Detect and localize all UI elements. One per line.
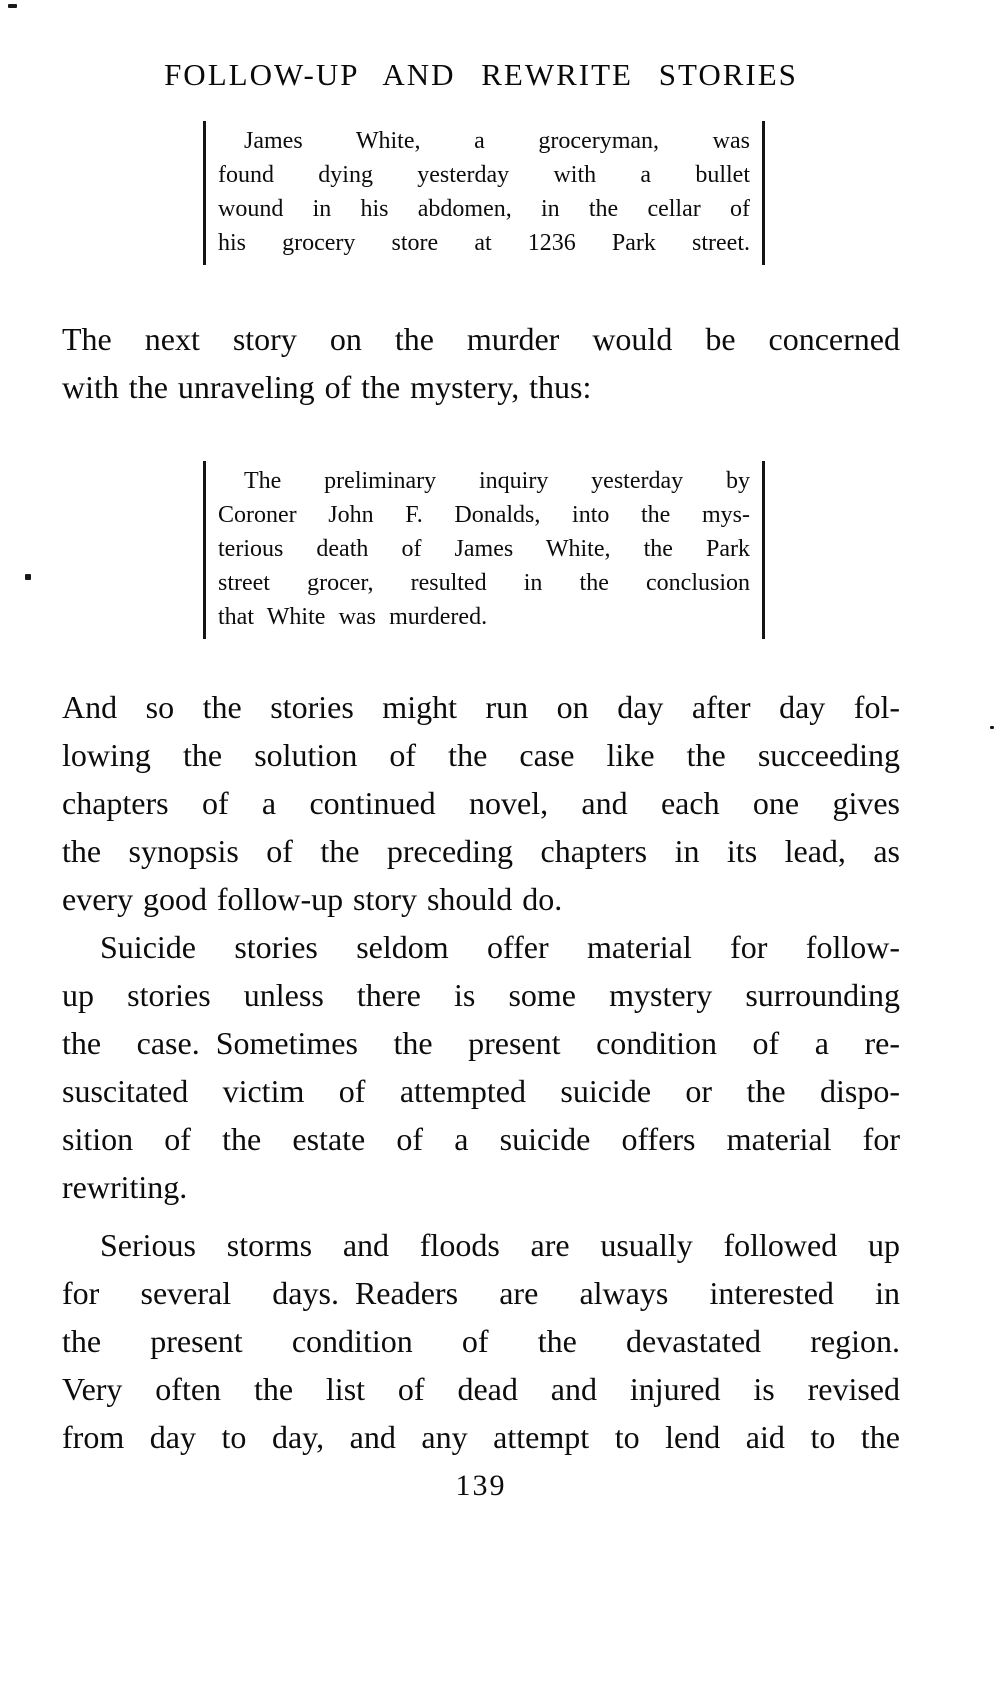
scan-speck bbox=[990, 726, 994, 729]
blockquote-murder-story bbox=[203, 121, 765, 265]
text-line: with the unraveling of the mystery, thus: bbox=[62, 369, 592, 405]
text-line: The next story on the murder would be concerned bbox=[62, 321, 900, 357]
paragraph-stories-run-on bbox=[62, 683, 900, 923]
text-line: the synopsis of the preceding chapters in its lead, as bbox=[62, 833, 900, 869]
paragraph-suicide-stories bbox=[62, 923, 900, 1211]
text-line: the present condition of the devastated region. bbox=[62, 1323, 900, 1359]
running-head: FOLLOW-UP AND REWRITE STORIES bbox=[164, 57, 798, 92]
text-line: And so the stories might run on day after day fol- bbox=[62, 689, 900, 725]
page-content bbox=[62, 57, 900, 1503]
text-line: James White, a groceryman, was bbox=[244, 128, 750, 154]
text-line: Suicide stories seldom offer material for follow- bbox=[100, 929, 900, 965]
text-line: every good follow-up story should do. bbox=[62, 881, 563, 917]
paragraph-next-story bbox=[62, 315, 900, 411]
text-line: chapters of a continued novel, and each one gives bbox=[62, 785, 900, 821]
text-line: found dying yesterday with a bullet bbox=[218, 162, 750, 188]
text-line: his grocery store at 1236 Park street. bbox=[218, 230, 750, 256]
text-line: sition of the estate of a suicide offers material for bbox=[62, 1121, 900, 1157]
paragraph-storms-floods bbox=[62, 1221, 900, 1461]
text-line: from day to day, and any attempt to lend aid to the bbox=[62, 1419, 900, 1455]
page-number: 139 bbox=[455, 1469, 507, 1502]
text-line: Serious storms and floods are usually followed up bbox=[100, 1227, 900, 1263]
text-line: Coroner John F. Donalds, into the mys- bbox=[218, 502, 750, 528]
text-line: that White was murdered. bbox=[218, 604, 488, 630]
text-line: up stories unless there is some mystery surrounding bbox=[62, 977, 900, 1013]
text-line: the case. Sometimes the present condition of a re- bbox=[62, 1025, 900, 1061]
scan-speck bbox=[25, 574, 31, 580]
text-line: rewriting. bbox=[62, 1169, 188, 1205]
text-line: street grocer, resulted in the conclusion bbox=[218, 570, 750, 596]
text-line: suscitated victim of attempted suicide or the dispo- bbox=[62, 1073, 900, 1109]
text-line: Very often the list of dead and injured is revised bbox=[62, 1371, 900, 1407]
text-line: for several days. Readers are always interested in bbox=[62, 1275, 900, 1311]
text-line: The preliminary inquiry yesterday by bbox=[244, 468, 750, 494]
text-line: terious death of James White, the Park bbox=[218, 536, 750, 562]
scan-speck bbox=[8, 4, 17, 8]
text-line: wound in his abdomen, in the cellar of bbox=[218, 196, 750, 222]
text-line: lowing the solution of the case like the succeeding bbox=[62, 737, 900, 773]
blockquote-inquiry-story bbox=[203, 461, 765, 639]
